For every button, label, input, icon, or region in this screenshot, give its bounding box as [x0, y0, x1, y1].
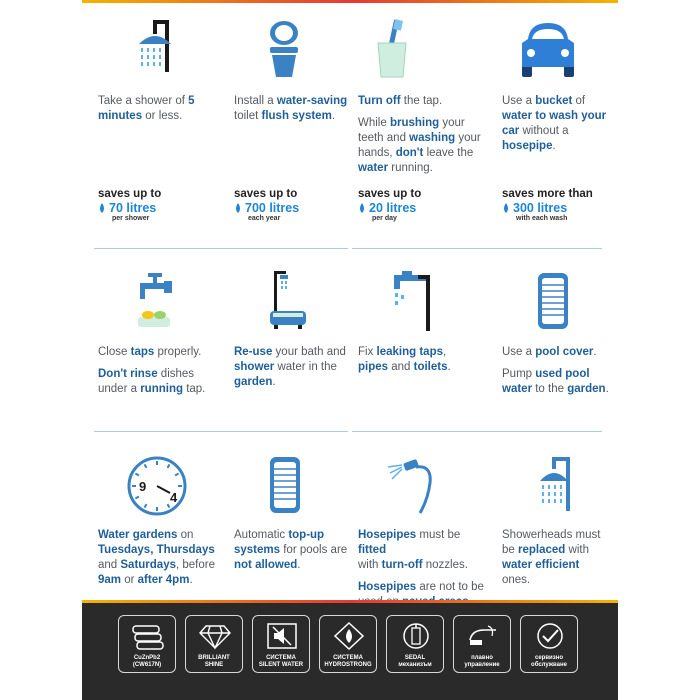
badge-silent-water — [252, 615, 310, 673]
leaking-tap-icon — [392, 271, 438, 333]
tip-emphasis: water efficient — [502, 559, 580, 571]
tip-text — [358, 94, 484, 176]
brass-rods-icon — [131, 622, 165, 650]
badge-sedal — [386, 615, 444, 673]
tip-line: with turn-off nozzles. — [358, 559, 468, 571]
tip-line: Showerheads must — [502, 529, 601, 541]
tip-line: Turn off the tap. — [358, 95, 443, 107]
row-divider — [94, 431, 348, 432]
tip-line — [98, 360, 218, 367]
tip-line: not allowed. — [234, 559, 301, 571]
diamond-icon — [198, 622, 232, 650]
tip-emphasis: Hosepipes — [358, 529, 417, 541]
tip-text — [98, 345, 218, 397]
tip-text — [502, 528, 618, 588]
savings — [502, 187, 593, 223]
tip-line: Pump used pool — [502, 368, 590, 380]
tip-line: shower water in the — [234, 361, 337, 373]
shower-icon — [135, 18, 175, 80]
tip-emphasis: fitted — [358, 544, 387, 556]
row-divider — [352, 248, 602, 249]
tip-emphasis: toilets — [413, 361, 448, 373]
footer-accent-bar — [82, 600, 618, 603]
savings — [234, 187, 299, 223]
tip-text — [98, 528, 218, 588]
savings-unit: each year — [248, 215, 281, 222]
savings — [98, 187, 161, 223]
tip-line: Use a bucket of — [502, 95, 586, 107]
tip-emphasis: leaking taps — [376, 346, 443, 358]
tip-emphasis: washing — [409, 132, 456, 144]
tip-line: Re-use your bath and — [234, 346, 346, 358]
badge-label: СИСТЕМА SILENT WATER — [258, 655, 304, 668]
tip-emphasis: turn-off — [381, 559, 423, 571]
tip-emphasis: running — [140, 383, 183, 395]
savings-unit: per shower — [112, 215, 150, 222]
tip-line: Hosepipes are not to be — [358, 581, 484, 593]
badge-service — [520, 615, 578, 673]
savings — [358, 187, 421, 223]
tip-line: be replaced with — [502, 544, 589, 556]
tip-line: systems for pools are — [234, 544, 348, 556]
badge-label: BRILLIANT SHINE — [198, 655, 230, 668]
badge-brilliant-shine — [185, 615, 243, 673]
tip-emphasis: 5 — [188, 95, 195, 107]
clock-label-right: 4 — [170, 490, 178, 505]
clock-icon — [126, 455, 188, 517]
tip-text — [234, 94, 354, 124]
badge-brass — [118, 615, 176, 673]
tip-emphasis: Don't rinse — [98, 368, 158, 380]
tip-line: While brushing your — [358, 117, 465, 129]
tip-line: Take a shower of 5 — [98, 95, 195, 107]
tip-line: Use a pool cover. — [502, 346, 597, 358]
tip-emphasis: top-up — [288, 529, 325, 541]
tap-icon — [134, 271, 174, 331]
savings-amount: 20 litres — [369, 201, 417, 215]
water-drop-icon — [358, 203, 366, 213]
tip-emphasis: Hosepipes — [358, 581, 417, 593]
tip-emphasis: pipes — [358, 361, 389, 373]
badge-label: CuZnPb2 (CW617N) — [132, 655, 162, 668]
savings-amount: 300 litres — [513, 201, 568, 215]
tip-text — [358, 528, 484, 610]
tip-text — [358, 345, 484, 375]
tip-emphasis: minutes — [98, 110, 143, 122]
tip-line — [358, 109, 484, 116]
tip-emphasis: 9am — [98, 574, 122, 586]
tip-emphasis: systems — [234, 544, 281, 556]
tip-line: minutes or less. — [98, 110, 183, 122]
badge-label: сервизно обслужване — [531, 655, 567, 668]
tip-emphasis: water-saving — [276, 95, 348, 107]
tip-line: Install a water-saving — [234, 95, 348, 107]
showerhead-icon — [536, 455, 576, 517]
tip-emphasis: used pool — [535, 368, 590, 380]
savings-amount: 700 litres — [245, 201, 300, 215]
tip-emphasis: pool cover — [535, 346, 594, 358]
water-drop-icon — [98, 203, 106, 213]
tip-line: Hosepipes must be fitted — [358, 529, 461, 556]
tip-emphasis: replaced — [518, 544, 566, 556]
tip-line: pipes and toilets. — [358, 361, 451, 373]
tip-line: garden. — [234, 376, 276, 388]
tip-text — [98, 94, 218, 124]
tip-emphasis: Water gardens — [98, 529, 178, 541]
tip-emphasis: garden — [234, 376, 273, 388]
water-saving-infographic — [82, 3, 618, 600]
savings-amount: 70 litres — [109, 201, 157, 215]
tip-text — [502, 345, 618, 397]
tip-emphasis: Tuesdays, Thursdays — [98, 544, 215, 556]
tip-line: hosepipe. — [502, 140, 556, 152]
bath-icon — [268, 269, 308, 331]
tip-line: Water gardens on — [98, 529, 194, 541]
tip-emphasis: taps — [130, 346, 155, 358]
tip-line — [98, 543, 218, 558]
badge-label: SEDAL механизъм — [398, 655, 432, 668]
hose-nozzle-icon — [386, 455, 436, 517]
tip-emphasis: brushing — [389, 117, 440, 129]
tip-emphasis: hosepipe — [502, 140, 553, 152]
savings-label: saves up to — [98, 188, 162, 200]
tip-line — [502, 558, 618, 573]
tip-line: hands, don't leave the — [358, 147, 474, 159]
tip-line: Automatic top-up — [234, 529, 325, 541]
pool-cover-icon — [536, 271, 570, 331]
mute-icon — [265, 622, 299, 650]
tip-line: car without a — [502, 125, 569, 137]
row-divider — [352, 431, 602, 432]
tip-line: toilet flush system. — [234, 110, 336, 122]
badge-label: плавно управление — [464, 655, 500, 668]
tip-emphasis: Turn off — [358, 95, 401, 107]
service-check-icon — [533, 622, 567, 650]
tip-emphasis: don't — [395, 147, 424, 159]
tip-text — [502, 94, 618, 154]
tip-line: Close taps properly. — [98, 346, 202, 358]
tip-emphasis: Saturdays — [120, 559, 176, 571]
pool-icon — [268, 455, 302, 515]
tip-emphasis: water to wash your — [502, 110, 607, 122]
tip-emphasis: water — [358, 162, 389, 174]
tip-line: and Saturdays, before — [98, 559, 215, 571]
tip-line: under a running tap. — [98, 383, 206, 395]
tip-emphasis: Re-use — [234, 346, 273, 358]
tip-emphasis: car — [502, 125, 520, 137]
badge-soft-control — [453, 615, 511, 673]
cartridge-icon — [399, 622, 433, 650]
tip-text — [234, 528, 354, 573]
hydro-drop-icon — [332, 622, 366, 650]
tip-line: teeth and washing your — [358, 132, 481, 144]
savings-unit: per day — [372, 215, 397, 222]
tip-text — [234, 345, 354, 390]
soft-close-icon — [466, 622, 500, 650]
tip-emphasis: not allowed — [234, 559, 298, 571]
tip-emphasis: garden — [567, 383, 606, 395]
tip-line: ones. — [502, 574, 531, 586]
tip-emphasis: bucket — [535, 95, 573, 107]
tip-emphasis: shower — [234, 361, 275, 373]
feature-badges-bar — [82, 600, 618, 700]
tip-line — [502, 109, 618, 124]
tip-line: water to the garden. — [502, 383, 609, 395]
water-drop-icon — [234, 203, 242, 213]
toothbrush-icon — [374, 17, 410, 79]
toilet-icon — [266, 19, 302, 81]
tip-line: 9am or after 4pm. — [98, 574, 193, 586]
tip-line: Don't rinse dishes — [98, 368, 195, 380]
badge-label: СИСТЕМА HYDROSTRONG — [324, 655, 372, 668]
tip-emphasis: after 4pm — [137, 574, 190, 586]
tip-line — [358, 573, 484, 580]
savings-label: saves up to — [234, 188, 298, 200]
car-icon — [518, 19, 578, 81]
tip-emphasis: water — [502, 383, 533, 395]
water-drop-icon — [502, 203, 510, 213]
clock-label-left: 9 — [139, 479, 147, 494]
tip-emphasis: flush system — [261, 110, 332, 122]
badge-hydrostrong — [319, 615, 377, 673]
savings-label: saves more than — [502, 188, 593, 200]
savings-unit: with each wash — [516, 215, 568, 222]
savings-label: saves up to — [358, 188, 422, 200]
tip-line: Fix leaking taps, — [358, 346, 447, 358]
tip-line — [502, 360, 618, 367]
tip-line: water running. — [358, 162, 433, 174]
row-divider — [94, 248, 348, 249]
